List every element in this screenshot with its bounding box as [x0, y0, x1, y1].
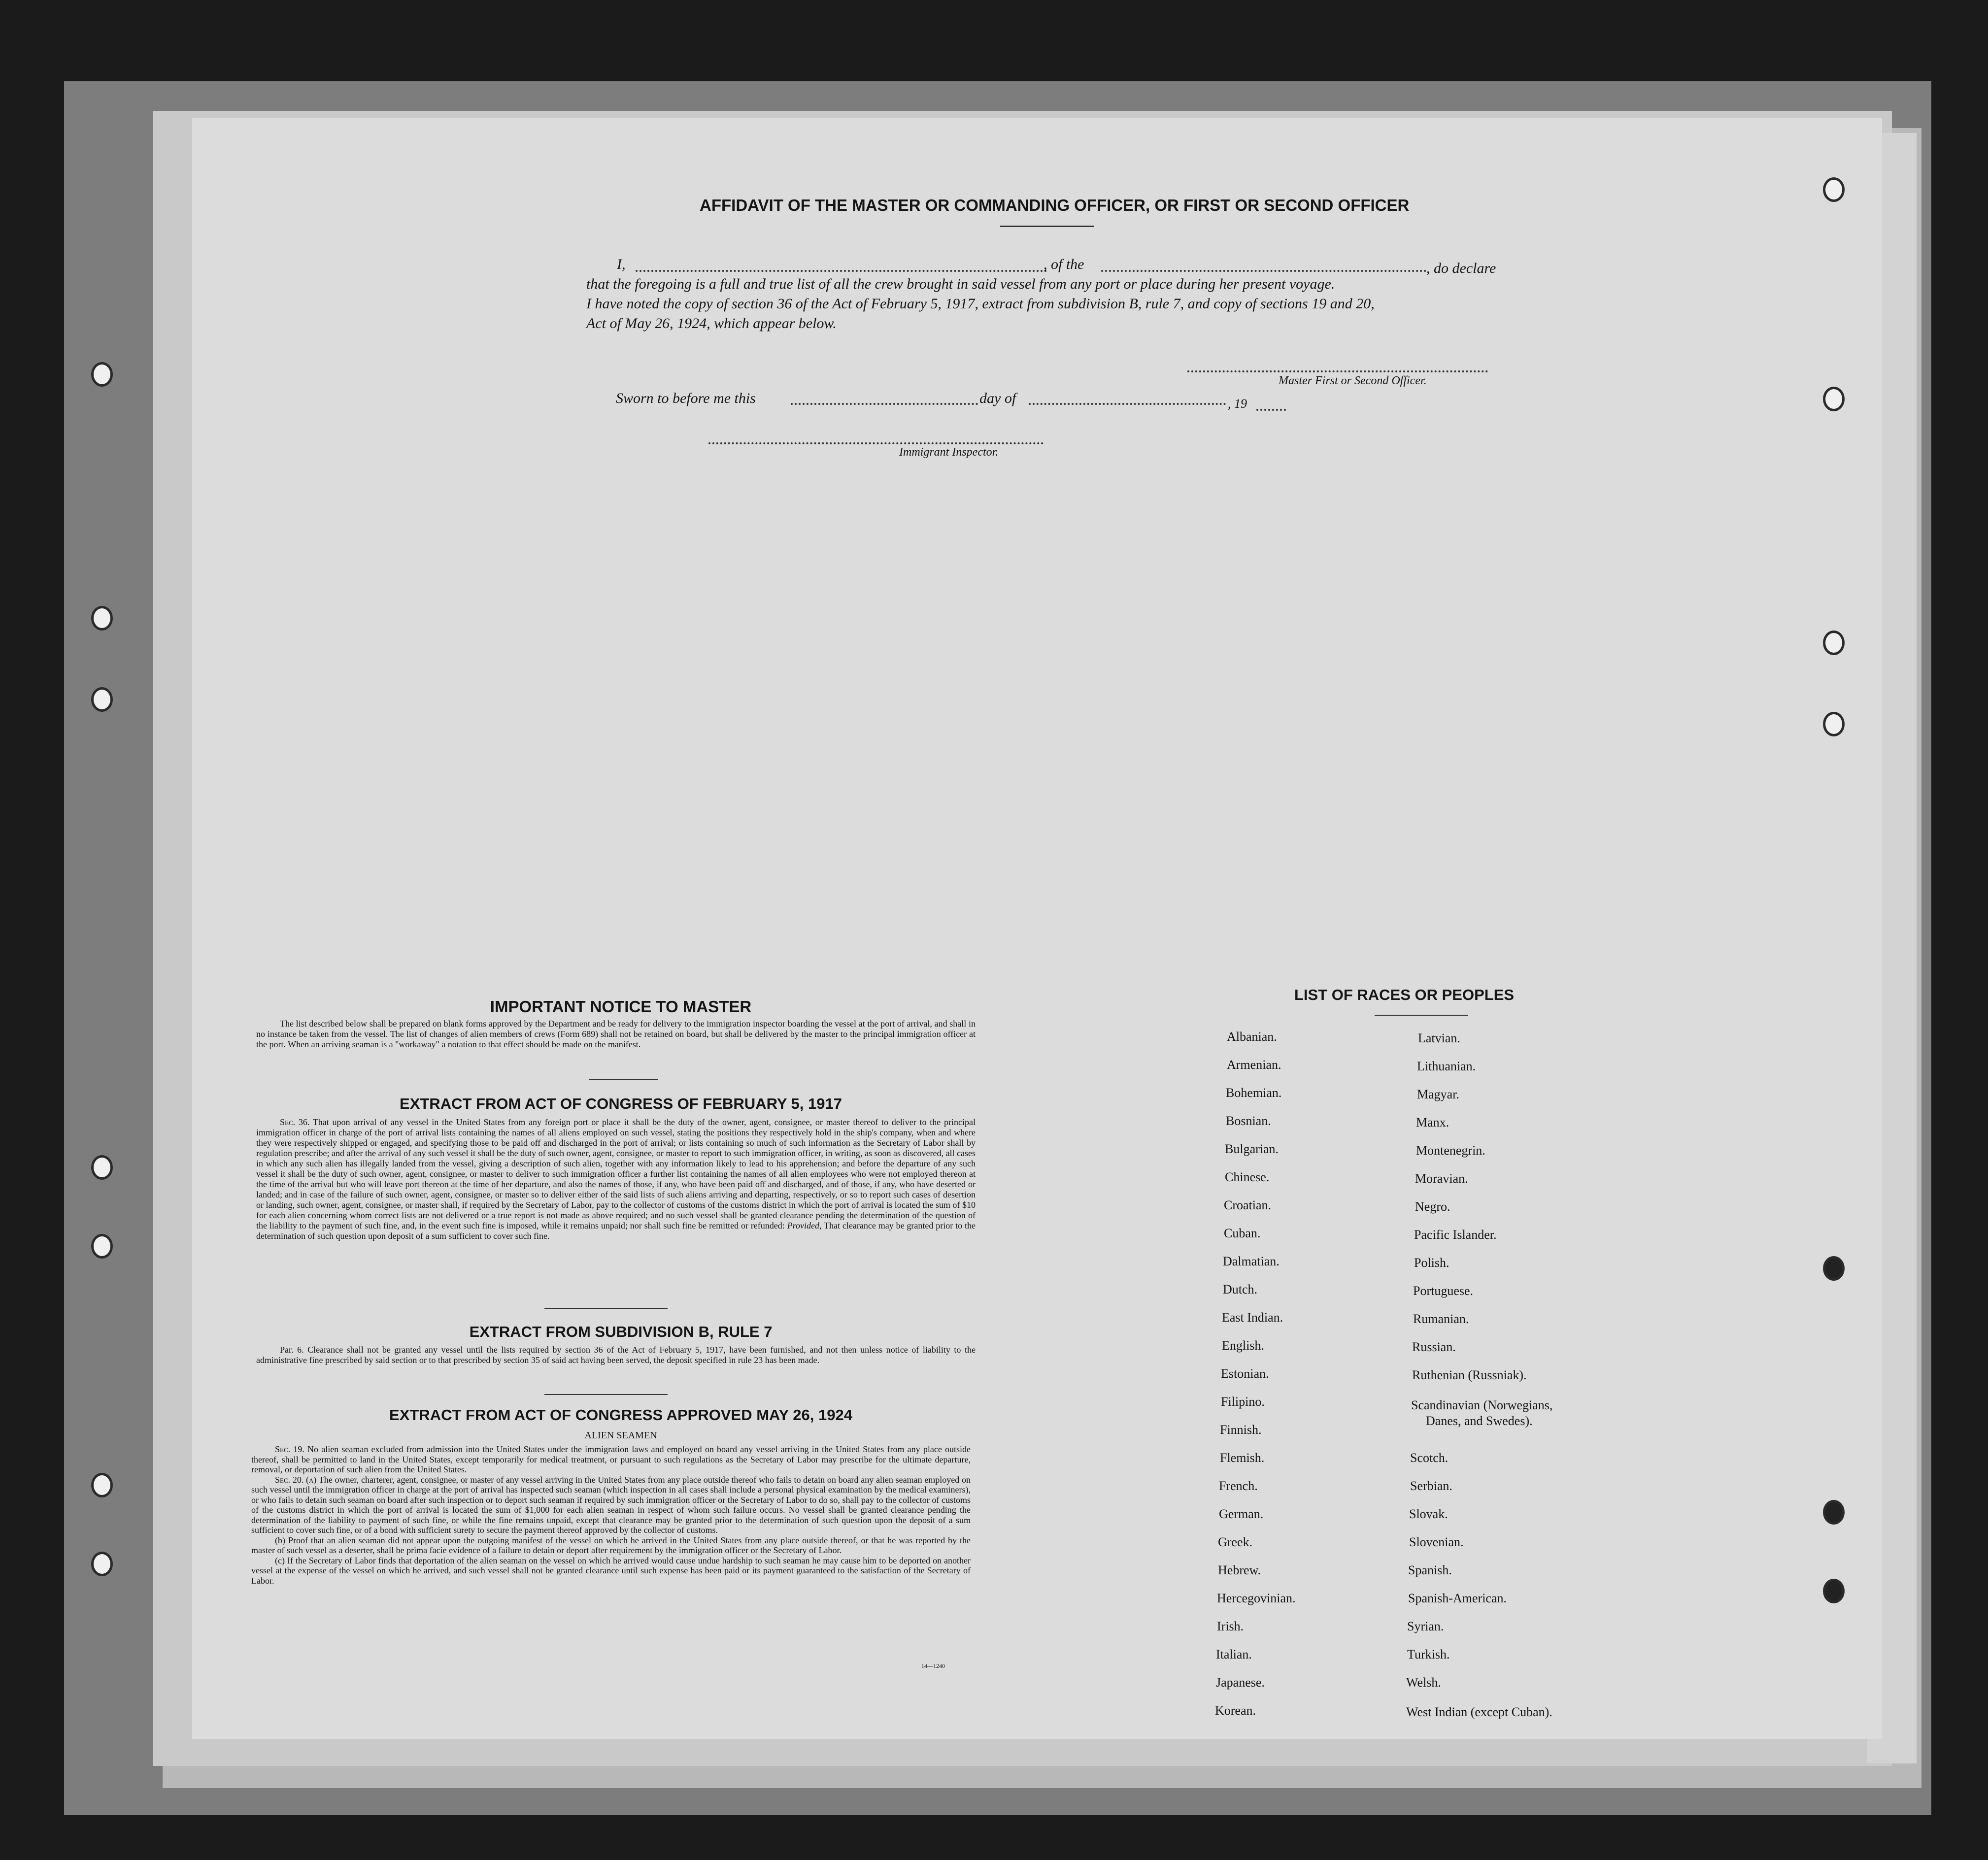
- race-item: Ruthenian (Russniak).: [1412, 1368, 1527, 1382]
- affidavit-of-the: , of the: [1044, 256, 1084, 272]
- sec-36-label: Sec. 36.: [280, 1117, 310, 1127]
- inspector-signature-line: [708, 442, 1044, 444]
- notice-title: IMPORTANT NOTICE TO MASTER: [490, 997, 752, 1016]
- race-item: Chinese.: [1225, 1170, 1270, 1184]
- race-item: German.: [1219, 1507, 1264, 1521]
- binder-hole-icon: [91, 606, 113, 631]
- act-1924-title: EXTRACT FROM ACT OF CONGRESS APPROVED MAY 26, 1924: [389, 1406, 852, 1424]
- extract-1917-title: EXTRACT FROM ACT OF CONGRESS OF FEBRUARY 5, 1917: [400, 1095, 842, 1112]
- race-item: Estonian.: [1221, 1366, 1269, 1381]
- race-item: Russian.: [1412, 1340, 1456, 1354]
- affidavit-do-declare: , do declare: [1426, 260, 1496, 276]
- affidavit-line-4: Act of May 26, 1924, which appear below.: [586, 315, 837, 332]
- sec-36-end: That clearance may be granted prior to the determination of such question upon deposit of a sum sufficient to cover such fine.: [256, 1221, 976, 1241]
- binder-hole-icon: [1823, 1579, 1845, 1603]
- affidavit-i: I,: [617, 256, 626, 272]
- race-item: Japanese.: [1216, 1675, 1265, 1690]
- race-item: Welsh.: [1406, 1675, 1441, 1690]
- provided-label: Provided,: [787, 1221, 822, 1230]
- race-item: Croatian.: [1224, 1198, 1272, 1212]
- races-title: LIST OF RACES OR PEOPLES: [1294, 986, 1515, 1003]
- race-item: English.: [1222, 1338, 1264, 1353]
- sec-20a-text: The owner, charterer, agent, consignee, or master of any vessel arriving in the United States from any place outside thereof who fails to detain on board any alien seaman employed on such vessel until the immigration officer in charge at the port of arrival has inspected such seaman (which inspection in all cases shall include a personal physical examination by the medical examiners), or who fails to detain such seaman on board after such inspection or to deport such seaman if required by such immigration officer or the Secretary of Labor to do so, shall pay to the collector of customs of the customs district in which the port of arrival is located the sum of $1,000 for each alien seaman in respect of whom such failure occurs. No vessel shall be granted clearance pending the determination of the liability to payment of such fine, or while the fine remains unpaid, except that clearance may be granted prior to the determination of such question upon the deposit of a sum sufficient to cover such fine, or of a bond with sufficient surety to secure the payment thereof approved by the collector of customs.: [251, 1474, 971, 1535]
- binder-hole-icon: [91, 1552, 113, 1576]
- race-item: Filipino.: [1221, 1395, 1265, 1409]
- race-item: Syrian.: [1407, 1619, 1444, 1633]
- race-item: Scotch.: [1410, 1451, 1449, 1465]
- section-divider: [544, 1394, 668, 1395]
- binder-hole-icon: [1823, 1500, 1845, 1525]
- affidavit-line-3: I have noted the copy of section 36 of the Act of February 5, 1917, extract from subdivision B, rule 7, and copy of sections 19 and 20,: [586, 296, 1375, 312]
- race-item: Moravian.: [1415, 1171, 1468, 1186]
- master-signature-line: [1187, 370, 1488, 372]
- rule7-paragraph: Par. 6. Clearance shall not be granted any vessel until the lists required by section 36 of the Act of February 5, 1917, have been furnished, and not then unless notice of liability to the administrative fine prescribed by said section or to that prescribed by section 35 of said act having been served, the deposit specified in rule 23 has been made.: [256, 1345, 976, 1365]
- binder-hole-icon: [1823, 631, 1845, 655]
- sec-20c-text: If the Secretary of Labor finds that deportation of the alien seaman on the vessel on which he arrived would cause undue hardship to such seaman he may cause him to be deported on another vessel at the expense of the vessel on which he arrived, and such vessel shall not be granted clearance until such expense has been paid or its payment guaranteed to the satisfaction of the Secretary of Labor.: [251, 1555, 971, 1586]
- race-item: Hercegovinian.: [1217, 1591, 1296, 1605]
- day-of-text: day of: [979, 390, 1016, 406]
- affidavit-title: AFFIDAVIT OF THE MASTER OR COMMANDING OFFICER, OR FIRST OR SECOND OFFICER: [700, 196, 1410, 214]
- binder-hole-icon: [91, 362, 113, 387]
- race-item: Cuban.: [1224, 1226, 1261, 1240]
- race-item: Magyar.: [1417, 1087, 1459, 1101]
- race-item: French.: [1219, 1479, 1258, 1493]
- race-item: Slovenian.: [1409, 1535, 1464, 1549]
- notice-paragraph: The list described below shall be prepared on blank forms approved by the Department and be ready for delivery to the immigration inspector boarding the vessel at the port of arrival, and shall in no instance be taken from the vessel. The list of changes of alien members of crews (Form 689) shall not be retained on board, but shall be delivered by the master to the principal immigration officer at the port. When an arriving seaman is a "workaway" a notation to that effect should be made on the manifest.: [256, 1019, 976, 1049]
- sworn-day-line: [791, 403, 978, 405]
- vessel-blank-line: [1101, 270, 1426, 272]
- race-item: Italian.: [1216, 1647, 1252, 1661]
- binder-hole-icon: [1823, 387, 1845, 411]
- binder-hole-icon: [1823, 1256, 1845, 1281]
- race-item: Bohemian.: [1226, 1086, 1282, 1100]
- race-item: Lithuanian.: [1417, 1059, 1476, 1073]
- sec-19-label: Sec. 19.: [275, 1444, 304, 1454]
- race-item: Serbian.: [1410, 1479, 1452, 1493]
- alien-seamen-subtitle: ALIEN SEAMEN: [584, 1430, 657, 1441]
- sec-20b-label: (b): [275, 1535, 285, 1545]
- sec-20c-label: (c): [275, 1555, 285, 1565]
- rule7-body: [256, 1345, 976, 1365]
- binder-hole-icon: [1823, 712, 1845, 736]
- race-item: Finnish.: [1220, 1423, 1262, 1437]
- rule7-title: EXTRACT FROM SUBDIVISION B, RULE 7: [469, 1323, 773, 1340]
- binder-hole-icon: [1823, 177, 1845, 202]
- race-item: Montenegrin.: [1416, 1143, 1485, 1158]
- race-item: Scandinavian (Norwegians,: [1411, 1398, 1553, 1412]
- race-item: Irish.: [1217, 1619, 1244, 1633]
- race-item: Spanish.: [1408, 1563, 1452, 1577]
- year-prefix: , 19: [1228, 397, 1247, 411]
- races-divider: [1375, 1015, 1468, 1016]
- race-item: Danes, and Swedes).: [1426, 1414, 1533, 1428]
- race-item: Dalmatian.: [1223, 1254, 1280, 1268]
- race-item: Armenian.: [1227, 1058, 1281, 1072]
- sworn-month-line: [1029, 403, 1226, 405]
- race-item: Korean.: [1215, 1703, 1256, 1718]
- race-item: Latvian.: [1418, 1031, 1460, 1045]
- race-item: Bosnian.: [1226, 1114, 1271, 1128]
- binder-hole-icon: [91, 1155, 113, 1180]
- race-item: Bulgarian.: [1225, 1142, 1279, 1156]
- race-item: Polish.: [1414, 1256, 1449, 1270]
- race-item: Albanian.: [1227, 1030, 1277, 1044]
- race-item: Turkish.: [1407, 1647, 1450, 1661]
- act-1924-body: [251, 1444, 971, 1586]
- sec-36-text: That upon arrival of any vessel in the United States from any foreign port or place it shall be the duty of the owner, agent, consignee, or master thereof to deliver to the principal immigration officer in charge of the port of arrival lists containing the names of all aliens employed on such vessel, stating the positions they respectively hold in the ship's company, when and where they were respectively shipped or engaged, and specifying those to be paid off and discharged in the port of arrival; or lists containing so much of such information as the Secretary of Labor shall by regulation prescribe; and after the arrival of any such vessel it shall be the duty of such owner, agent, consignee, or master to report to such immigration officer, in writing, as soon as discovered, all cases in which any such alien has illegally landed from the vessel, giving a description of such alien, together with any information likely to lead to his apprehension; and before the departure of any such vessel it shall be the duty of such owner, agent, consignee, or master to deliver to such immigration officer a further list containing the names of all alien employees who were not employed thereon at the time of the arrival but who will leave port thereon at the time of her departure, and also the names of those, if any, who have been paid off and discharged, and of those, if any, who have deserted or landed; and in case of the failure of such owner, agent, consignee, or master so to deliver either of the said lists of such aliens arriving and departing, respectively, or so to report such cases of desertion or landing, such owner, agent, consignee, or master shall, if required by the Secretary of Labor, pay to the collector of customs of the customs district in which the port of arrival is located the sum of $10 for each alien concerning whom correct lists are not delivered or a true report is not made as above required; and no such vessel shall be granted clearance pending the determination of the question of the liability to the payment of such fine, and, in the event such fine is imposed, while it remains unpaid; nor shall such fine be remitted or refunded:: [256, 1117, 976, 1230]
- race-item: Portuguese.: [1413, 1284, 1474, 1298]
- race-item: Slovak.: [1409, 1507, 1448, 1521]
- form-number: 14—1240: [921, 1662, 945, 1669]
- sec-20b-text: Proof that an alien seaman did not appear upon the outgoing manifest of the vessel on which he arrived in the United States from any place outside thereof, or that he was reported by the master of such vessel as a deserter, shall be prima facie evidence of a failure to detain or deport after requirement by the immigration officer or the Secretary of Labor.: [251, 1535, 971, 1555]
- race-item: Flemish.: [1220, 1451, 1265, 1465]
- inspector-caption: Immigrant Inspector.: [899, 446, 999, 459]
- race-item: Spanish-American.: [1408, 1591, 1507, 1605]
- binder-hole-icon: [91, 1234, 113, 1259]
- sworn-year-line: [1256, 409, 1286, 411]
- race-item: West Indian (except Cuban).: [1406, 1705, 1552, 1719]
- section-divider: [589, 1079, 658, 1080]
- race-item: Manx.: [1416, 1115, 1449, 1129]
- affidavit-line-2: that the foregoing is a full and true list of all the crew brought in said vessel from any port or place during her present voyage.: [586, 276, 1335, 292]
- extract-1917-body: [256, 1117, 976, 1241]
- binder-hole-icon: [91, 1473, 113, 1497]
- binder-hole-icon: [91, 687, 113, 712]
- race-item: Greek.: [1218, 1535, 1253, 1549]
- sworn-text: Sworn to before me this: [616, 390, 756, 406]
- section-divider: [544, 1308, 668, 1309]
- race-item: Negro.: [1415, 1199, 1450, 1214]
- race-item: Dutch.: [1223, 1282, 1258, 1296]
- sec-20-label: Sec. 20. (a): [275, 1474, 317, 1485]
- race-item: Hebrew.: [1218, 1563, 1261, 1577]
- race-item: Rumanian.: [1413, 1312, 1469, 1326]
- sec-19-text: No alien seaman excluded from admission into the United States under the immigration laws and employed on board any vessel arriving in the United States from any place outside thereof, shall be permitted to land in the United States, except temporarily for medical treatment, or pursuant to such regulations as the Secretary of Labor may prescribe for the ultimate departure, removal, or deportation of such alien from the United States.: [251, 1444, 971, 1474]
- name-blank-line: [636, 270, 1047, 272]
- title-divider: [1000, 226, 1094, 227]
- race-item: Pacific Islander.: [1414, 1228, 1497, 1242]
- race-item: East Indian.: [1222, 1310, 1283, 1325]
- master-caption: Master First or Second Officer.: [1279, 374, 1427, 387]
- notice-body: [256, 1019, 976, 1050]
